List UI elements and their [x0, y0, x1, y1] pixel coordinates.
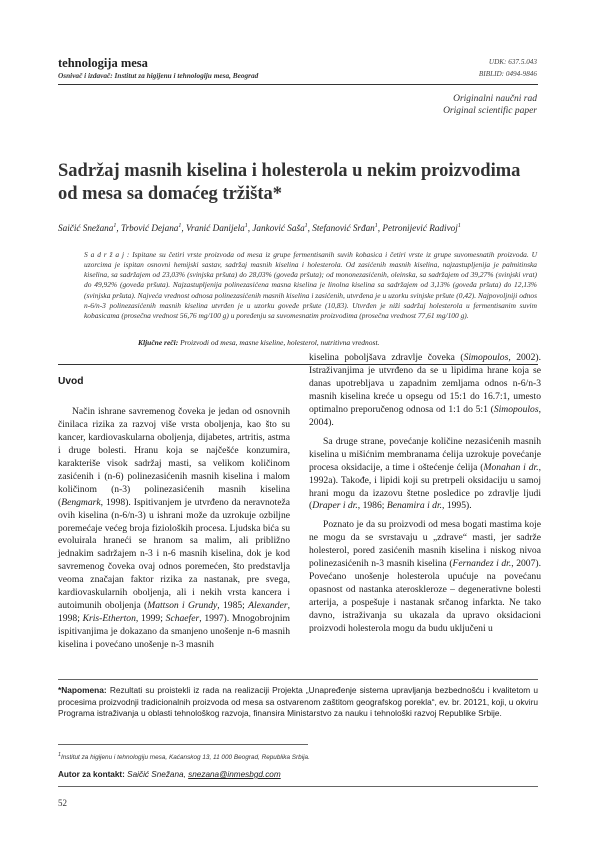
paragraph-text: , 2002). Istraživanjima je utvrđeno da se u lipidima hrane koja se danas upotrebljava u zapadnim zemljama odnos n-6/n-3 masnih kiselina kreće u opsegu od 15:1 do 16.7:1, umesto optimalno preporučenog odnosa od 1:1 do 5:1 ( [309, 352, 541, 415]
author-name: Stefanović Srđan [312, 223, 375, 234]
contact-label: Autor za kontakt: [58, 770, 125, 779]
intro-paragraphs-left [58, 406, 290, 652]
abstract-text: Ispitane su četiri vrste proizvoda od mesa iz grupe fermentisanih suvih kobasica i četiri vrste iz grupe suvomesnatih proizvoda. U uzorcima je ispitan osnovni hemijski sastav, sadržaj masnih kiselina i holesterola. Od zasićenih masnih kiselina, najzastupljenija je palmitinska kiselina, sa sadržajem od 23,03% (svinjska pršuta) do 28,03% (goveđa pršuta); od mononezasićenih, oleinska, sa sadržajem od 39,27% (svinjski vrat) do 49,92% (goveđa pršuta). Najzastupljenija polinezasićena masna kiselina je linolna kiselina sa sadržajem od 3,13% (goveđa pršuta) do 12,13% (svinjska pršuta). Najveća vrednost odnosa polinezasićenih masnih kiselina i zasićenih, utvrđena je u uzorku svinjske pršute (0,42). Najpovoljniji odnos n-6/n-3 polinezasićenih masnih kiselina utvrđen je u uzorku goveđe pršute (10,83). Utvrđen je niži sadržaj holesterola u fermentisanim suvim kobasicama (prosečna vrednost 56,76 mg/100 g) u poređenju sa suvomesnatim proizvodima (prosečna vrednost 77,61 mg/100 g). [84, 250, 537, 320]
paragraph-text: kiselina poboljšava zdravlje čoveka ( [309, 352, 464, 363]
author-name: Janković Saša [252, 223, 305, 234]
contact-line [58, 770, 281, 779]
author-name: Trbović Dejana [120, 223, 179, 234]
body-paragraph [309, 519, 541, 636]
contact-email-link[interactable]: snezana@inmesbgd.com [188, 770, 281, 779]
footnote-rule [58, 679, 538, 680]
citation-author: Benamira i dr. [386, 500, 443, 512]
citation-author: Schaefer [165, 613, 200, 625]
paragraph-text: , 1995). [442, 500, 472, 512]
paragraph-text: Poznato je da su proizvodi od mesa bogati mastima koje ne mogu da se svrstavaju u „zdrave“ masti, jer sadrže holesterol, pored zasićenih masnih kiselina i niskog nivoa polinezasićenih n-3 masnih kiselina ( [309, 519, 541, 570]
keywords [138, 338, 538, 347]
author-affiliation-sup: 1 [113, 223, 117, 229]
affiliation-sup: 1 [58, 752, 61, 758]
citation-author: Simopoulos [463, 352, 509, 363]
footnote-label: *Napomena: [58, 685, 107, 695]
author-affiliation-sup: 1 [304, 223, 308, 229]
paragraph-text: , 2007). Povećano unošenje holesterola upućuje na povećanu opasnost od nastanka ateroskleroze – degenerativne bolesti arterija, a pospešuje i nastanak srčanog infarkta. Ne tako davno, istraživanja su ukazala da upravo oksidacioni proizvodi holesterola mogu da budu uključeni u [309, 558, 541, 635]
footnote-text: Rezultati su proistekli iz rada na realizaciji Projekta „Unapređenje sistema upravljanja bezbednošću i kvalitetom u procesima proizvodnji tradicionalnih proizvoda od mesa sa ostvarenom zaštitom geografskog porekla“, ev. br. 20121, koji, u okviru Programa istraživanja u oblasti tehnološkog razvoja, finansira Ministarstvo za nauku i tehnološki razvoj Republike Srbije. [58, 685, 538, 719]
paragraph-text: , 1986; [357, 500, 387, 512]
keywords-label: Ključne reči: [138, 338, 179, 347]
biblid-code: BIBLID: 0494-9846 [478, 70, 537, 78]
header-rule [58, 84, 538, 85]
affiliation-rule [58, 744, 308, 745]
paragraph-text: , 1997). Mnogobrojnim ispitivanjima je dokazano da smanjeno unošenje n-6 masnih kiselina i povećano unošenje n-3 masnih [58, 613, 290, 651]
article-type-en: Original scientific paper [443, 106, 537, 116]
intro-paragraphs-right [309, 352, 541, 636]
journal-title: tehnologija mesa [58, 56, 148, 70]
body-paragraph [309, 352, 541, 430]
citation-author: Kris-Etherton [82, 613, 136, 625]
citation-author: Fernandez i dr. [452, 558, 512, 570]
author-affiliation-sup: 1 [457, 223, 461, 229]
body-paragraph [309, 436, 541, 514]
author-affiliation-sup: 1 [178, 223, 182, 229]
keywords-text: Proizvodi od mesa, masne kiseline, holesterol, nutritivna vrednost. [180, 338, 380, 347]
author-affiliation-sup: 1 [374, 223, 378, 229]
paragraph-text: , 1998). Ispitivanjem je utvrđeno da neravnoteža ovih kiselina (n-6/n-3) u ishrani može da uzrokuje ozbiljne poremećaje većeg broja fizioloških procesa. Ljudska bića su evoluirala hraneći se hranom sa malim, ali približno jednakim sadržajem n-3 i n-6 masnih kiselina, dok je kod savremenog čoveka ovaj odnos poremećen, što predstavlja veoma značajan faktor rizika za nastanak, pre svega, kardiovaskularnih oboljenja, ali i nekih vrsta kancera i autoimunih oboljenja ( [58, 496, 290, 612]
abstract-label: S a d r ž a j : [84, 250, 130, 259]
citation-author: Monahan i dr. [483, 461, 539, 473]
paragraph-text: , 2004). [309, 403, 541, 428]
body-column-left [58, 376, 290, 658]
publisher-line: Osnivač i izdavač: Institut za higijenu i tehnologiju mesa, Beograd [58, 71, 259, 80]
paragraph-text: , 1998; [58, 600, 290, 625]
citation-author: Mattson i Grundy [147, 600, 218, 612]
author-name: Vranić Danijela [185, 223, 245, 234]
section-heading-intro: Uvod [58, 376, 84, 387]
paragraph-text: Sa druge strane, povećanje količine nezasićenih masnih kiselina u mišićnim membranama ćelija uzrokuje povećanje procesa oksidacije, a time i oštećenje ćelija ( [309, 435, 541, 473]
contact-name: Saičić Snežana, [127, 770, 186, 779]
bottom-rule [58, 786, 538, 787]
author-affiliation-sup: 1 [244, 223, 248, 229]
affiliation [58, 752, 310, 761]
abstract [84, 250, 537, 321]
affiliation-text: Institut za higijenu i tehnologiju mesa, Kaćanskog 13, 11 000 Beograd, Republika Srbija. [60, 754, 310, 762]
paragraph-text: , 1999; [135, 613, 166, 625]
citation-author: Alexander [248, 600, 288, 612]
author-name: Petronijević Radivoj [382, 223, 458, 234]
article-title: Sadržaj masnih kiselina i holesterola u nekim proizvodima od mesa sa domaćeg tržišta* [58, 161, 521, 204]
author-name: Saičić Snežana [58, 223, 114, 234]
footnote [58, 685, 538, 720]
citation-author: Simopoulos [493, 403, 539, 415]
author-list: Saičić Snežana$^1$, Trbović Dejana$^1$, Vranić Danijela$^1$, Janković Saša$^1$, Stefanović Srđan$^1$, Petronijević Radivoj$^1$ [58, 223, 461, 234]
body-column-right [309, 352, 541, 642]
paragraph-text: , 1992a). Takođe, i lipidi koji su pretrpeli oksidaciju u samoj hrani mogu da izazovu štetne posledice po zdravlje ljudi ( [309, 461, 541, 512]
body-paragraph [58, 406, 290, 652]
citation-author: Draper i dr. [312, 500, 358, 512]
citation-author: Bengmark [61, 496, 101, 508]
paragraph-text: , 1985; [217, 600, 249, 612]
paragraph-text: Način ishrane savremenog čoveka je jedan od osnovnih činilaca rizika za razvoj više vrsta oboljenja, kao što su kancer, kardiovaskularna oboljenja, dijabetes, artritis, astma i druge bolesti. Hranu koja se najčešće konzumira, karakteriše visok sadržaj masti, sa velikom količinom zasićenih i (n-6) polinezasićenih masnih kiselina i malom količinom (n-3) polinezasićenih masnih kiselina ( [58, 405, 290, 508]
udk-code: UDK: 637.5.043 [488, 58, 537, 66]
page-number: 52 [58, 798, 67, 808]
article-type-sr: Originalni naučni rad [453, 94, 537, 104]
